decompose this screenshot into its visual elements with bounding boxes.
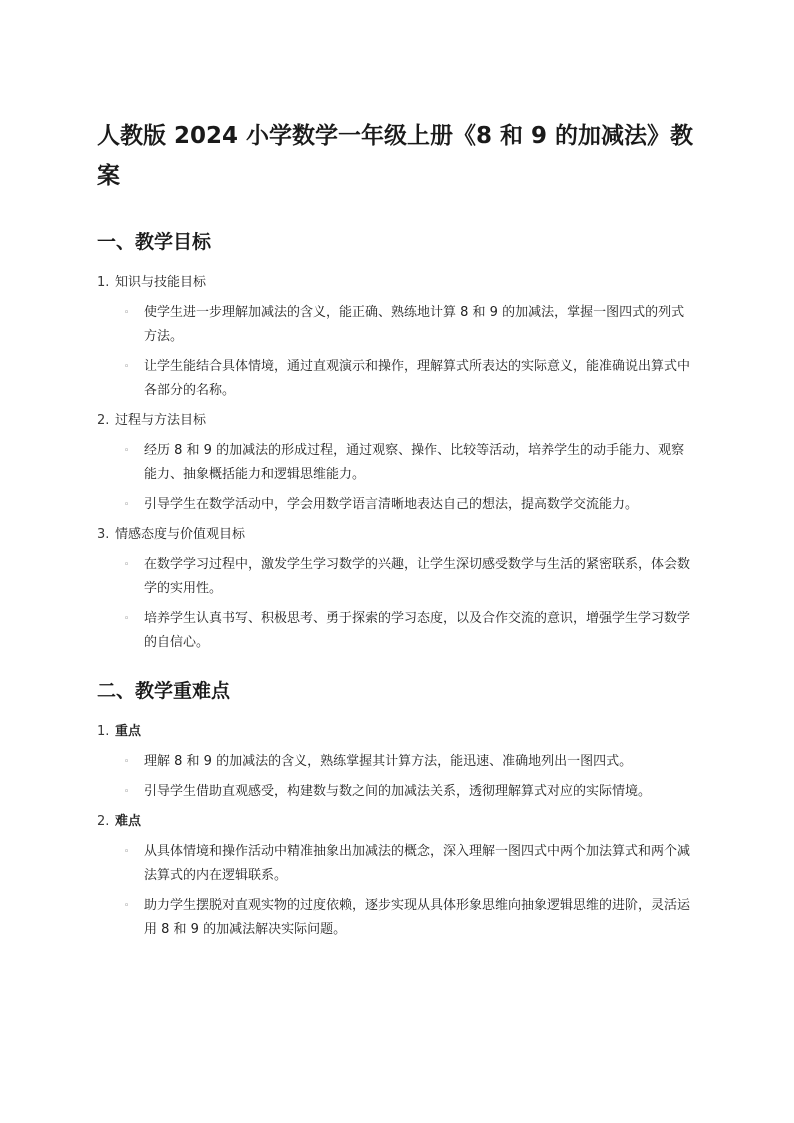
circle-bullet-icon: ◦: [124, 308, 130, 318]
list-item: [124, 493, 694, 517]
list-item: [124, 840, 694, 888]
list-item-text: 引导学生在数学活动中，学会用数学语言清晰地表达自己的想法，提高数学交流能力。: [144, 497, 639, 512]
list-item: [124, 355, 694, 403]
group-label: 过程与方法目标: [115, 413, 207, 428]
objective-group-knowledge: [97, 271, 694, 403]
list-item-text: 从具体情境和操作活动中精准抽象出加减法的概念，深入理解一图四式中两个加法算式和两个减法算式的内在逻辑联系。: [144, 844, 691, 883]
list-item: [124, 894, 694, 942]
circle-bullet-icon: ◦: [124, 500, 130, 510]
circle-bullet-icon: ◦: [124, 362, 130, 372]
group-label: 重点: [115, 724, 142, 739]
circle-bullet-icon: ◦: [124, 560, 130, 570]
list-item: [124, 439, 694, 487]
list-item-text: 理解 8 和 9 的加减法的含义，熟练掌握其计算方法，能迅速、准确地列出一图四式。: [144, 754, 633, 769]
bullet-list: [97, 301, 694, 403]
document-title: 人教版 2024 小学数学一年级上册《8 和 9 的加减法》教案: [97, 123, 694, 189]
objective-group-process: [97, 409, 694, 517]
key-points-list: [97, 720, 694, 942]
list-item-text: 让学生能结合具体情境，通过直观演示和操作，理解算式所表达的实际意义，能准确说出算式中各部分的名称。: [144, 359, 691, 398]
list-number: 2.: [97, 814, 110, 829]
list-item-text: 使学生进一步理解加减法的含义，能正确、熟练地计算 8 和 9 的加减法，掌握一图四式的列式方法。: [144, 305, 685, 344]
bullet-list: [97, 553, 694, 655]
key-point-group-difficulty: [97, 810, 694, 942]
bullet-list: [97, 840, 694, 942]
section-heading-objectives: 一、教学目标: [97, 231, 212, 253]
section-heading-key-points: 二、教学重难点: [97, 680, 231, 702]
list-item-text: 培养学生认真书写、积极思考、勇于探索的学习态度，以及合作交流的意识，增强学生学习数学的自信心。: [144, 611, 691, 650]
key-point-group-focus: [97, 720, 694, 804]
list-item: [124, 301, 694, 349]
list-number: 1.: [97, 724, 110, 739]
circle-bullet-icon: ◦: [124, 614, 130, 624]
bullet-list: [97, 750, 694, 804]
list-number: 2.: [97, 413, 110, 428]
bullet-list: [97, 439, 694, 517]
list-item-text: 经历 8 和 9 的加减法的形成过程，通过观察、操作、比较等活动，培养学生的动手能力、观察能力、抽象概括能力和逻辑思维能力。: [144, 443, 685, 482]
objective-group-attitude: [97, 523, 694, 655]
circle-bullet-icon: ◦: [124, 446, 130, 456]
group-label: 难点: [115, 814, 142, 829]
circle-bullet-icon: ◦: [124, 901, 130, 911]
group-label: 情感态度与价值观目标: [115, 527, 246, 542]
list-item-text: 在数学学习过程中，激发学生学习数学的兴趣，让学生深切感受数学与生活的紧密联系，体会数学的实用性。: [144, 557, 691, 596]
list-item-text: 引导学生借助直观感受，构建数与数之间的加减法关系，透彻理解算式对应的实际情境。: [144, 784, 652, 799]
group-label: 知识与技能目标: [115, 275, 207, 290]
list-item: [124, 607, 694, 655]
list-item: [124, 780, 694, 804]
list-number: 1.: [97, 275, 110, 290]
objectives-list: [97, 271, 694, 655]
circle-bullet-icon: ◦: [124, 757, 130, 767]
list-number: 3.: [97, 527, 110, 542]
list-item: [124, 553, 694, 601]
list-item: [124, 750, 694, 774]
circle-bullet-icon: ◦: [124, 847, 130, 857]
list-item-text: 助力学生摆脱对直观实物的过度依赖，逐步实现从具体形象思维向抽象逻辑思维的进阶，灵活运用 8 和 9 的加减法解决实际问题。: [144, 898, 691, 937]
circle-bullet-icon: ◦: [124, 787, 130, 797]
